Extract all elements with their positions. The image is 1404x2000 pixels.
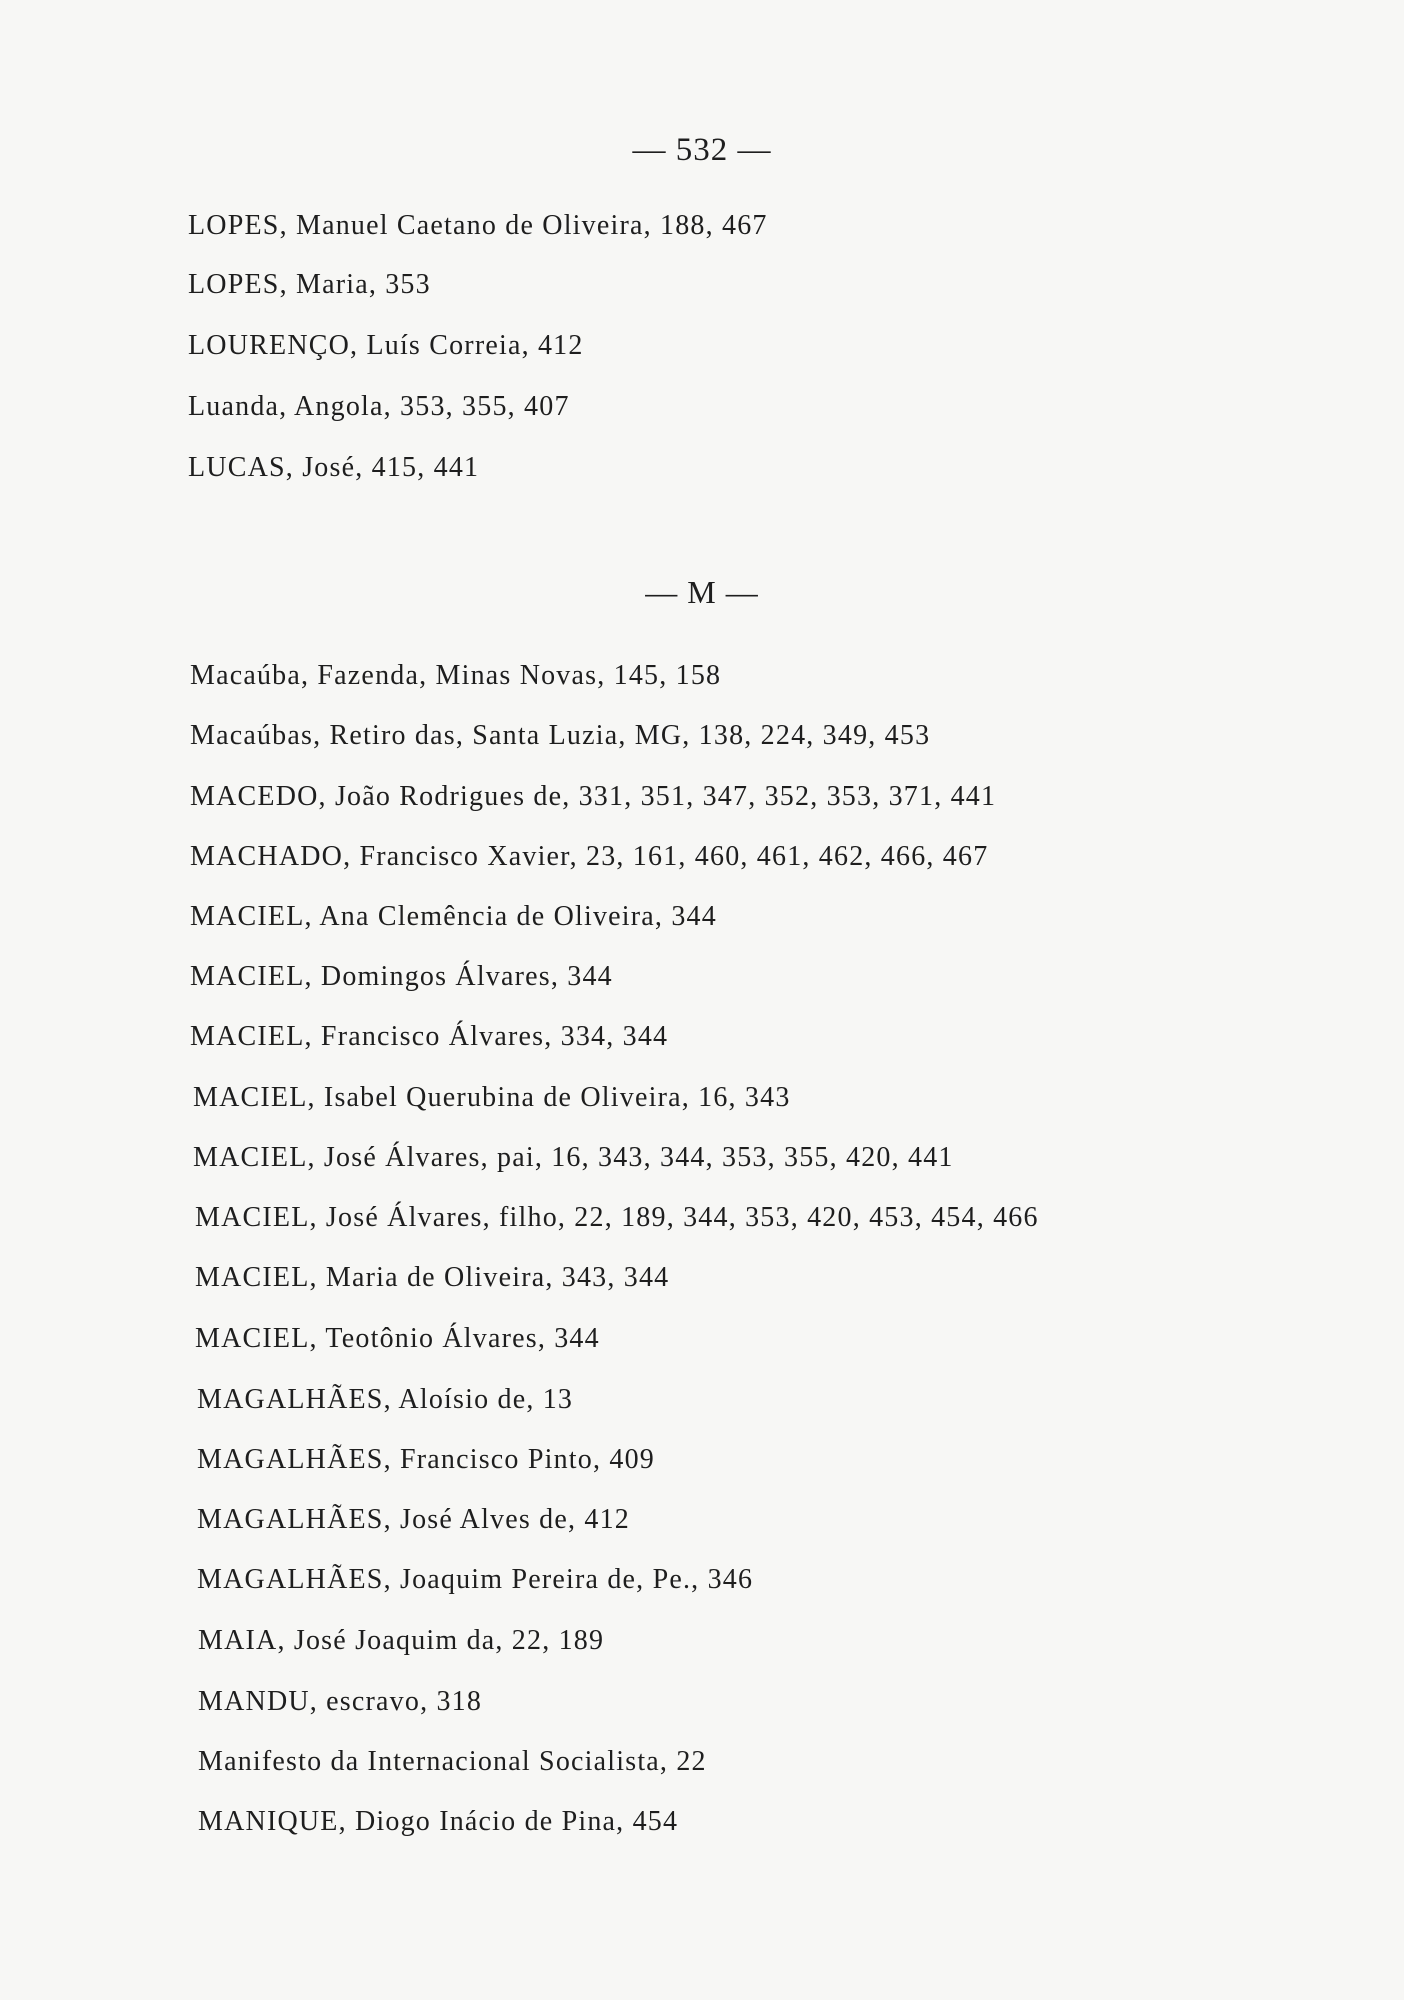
index-entry: LOPES, Manuel Caetano de Oliveira, 188, 467 xyxy=(188,210,768,241)
index-entry: MANIQUE, Diogo Inácio de Pina, 454 xyxy=(198,1806,679,1837)
index-entry: MAGALHÃES, Aloísio de, 13 xyxy=(197,1384,574,1415)
index-entry: MANDU, escravo, 318 xyxy=(198,1686,483,1717)
index-entry: MACIEL, Francisco Álvares, 334, 344 xyxy=(190,1021,669,1052)
index-entry: MAIA, José Joaquim da, 22, 189 xyxy=(198,1625,605,1656)
index-entry: MACIEL, Ana Clemência de Oliveira, 344 xyxy=(190,901,717,932)
index-entry: MAGALHÃES, Joaquim Pereira de, Pe., 346 xyxy=(197,1564,754,1595)
index-entry: Manifesto da Internacional Socialista, 22 xyxy=(198,1746,707,1777)
index-entry: Macaúbas, Retiro das, Santa Luzia, MG, 138, 224, 349, 453 xyxy=(190,720,931,751)
index-entry: MACIEL, José Álvares, filho, 22, 189, 344, 353, 420, 453, 454, 466 xyxy=(195,1202,1039,1233)
index-entry: MACHADO, Francisco Xavier, 23, 161, 460, 461, 462, 466, 467 xyxy=(190,841,989,872)
index-entry: LOURENÇO, Luís Correia, 412 xyxy=(188,330,584,361)
index-entry: LUCAS, José, 415, 441 xyxy=(188,452,480,483)
page-number: — 532 — xyxy=(632,132,772,168)
index-entry: MACEDO, João Rodrigues de, 331, 351, 347, 352, 353, 371, 441 xyxy=(190,781,997,812)
index-entry: MAGALHÃES, Francisco Pinto, 409 xyxy=(197,1444,655,1475)
index-entry: LOPES, Maria, 353 xyxy=(188,269,431,300)
index-entry: MACIEL, Isabel Querubina de Oliveira, 16, 343 xyxy=(193,1082,791,1113)
index-entry: MACIEL, José Álvares, pai, 16, 343, 344, 353, 355, 420, 441 xyxy=(193,1142,954,1173)
index-entry: MACIEL, Maria de Oliveira, 343, 344 xyxy=(195,1262,670,1293)
index-entry: MACIEL, Teotônio Álvares, 344 xyxy=(195,1323,600,1354)
index-entry: MACIEL, Domingos Álvares, 344 xyxy=(190,961,613,992)
index-entry: Luanda, Angola, 353, 355, 407 xyxy=(188,391,570,422)
index-entry: Macaúba, Fazenda, Minas Novas, 145, 158 xyxy=(190,660,722,691)
index-entry: MAGALHÃES, José Alves de, 412 xyxy=(197,1504,631,1535)
section-heading-m: — M — xyxy=(645,574,759,610)
